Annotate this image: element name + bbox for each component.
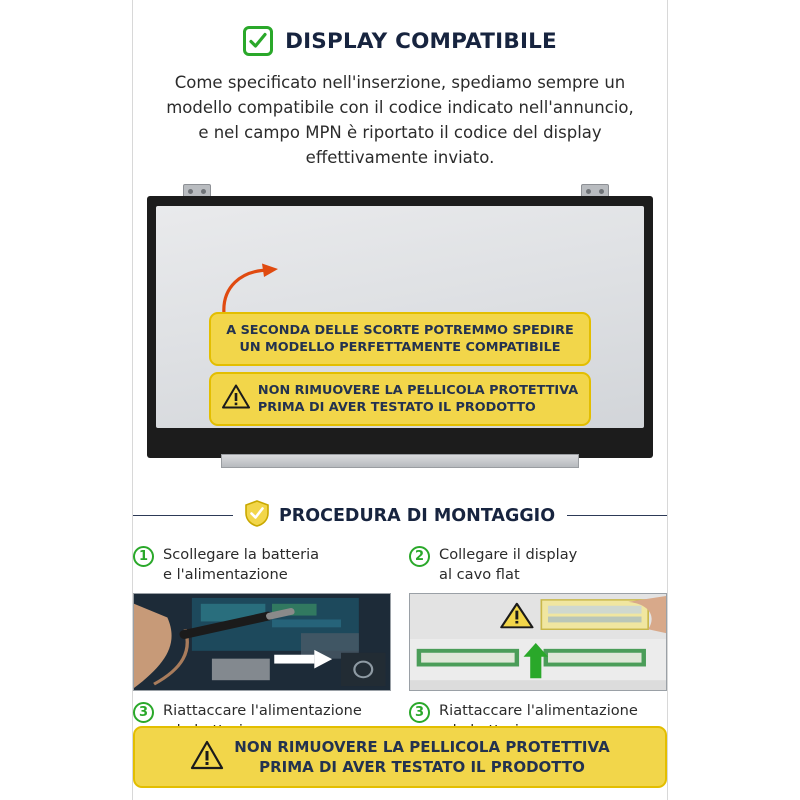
- panel-screen: [156, 206, 644, 428]
- procedure-steps: [133, 545, 667, 741]
- footer-warning-banner: [133, 726, 667, 788]
- step-1-line-2: e l'alimentazione: [163, 566, 288, 583]
- intro-line-3: e nel campo MPN è riportato il codice del display: [198, 123, 602, 142]
- divider-right: [567, 515, 667, 516]
- intro-line-1: Come specificato nell'inserzione, spediamo sempre un: [174, 73, 626, 92]
- content-column: [133, 0, 667, 800]
- divider-left: [133, 515, 233, 516]
- shield-icon: [245, 500, 269, 531]
- procedure-title-group: [245, 500, 555, 531]
- callout-film-line-2: PRIMA DI AVER TESTATO IL PRODOTTO: [257, 400, 536, 415]
- panel-bezel: [147, 196, 653, 458]
- step-2-line-1: Collegare il display: [439, 546, 578, 563]
- step-1-number: 1: [133, 546, 154, 567]
- intro-paragraph: [137, 70, 663, 170]
- procedure-title: PROCEDURA DI MONTAGGIO: [278, 505, 556, 526]
- footer-warning-line-1: NON RIMUOVERE LA PELLICOLA PROTETTIVA: [234, 738, 610, 756]
- footer-warning-line-2: PRIMA DI AVER TESTATO IL PRODOTTO: [259, 758, 585, 776]
- header: [133, 26, 667, 56]
- callout-stock-line-2: UN MODELLO PERFETTAMENTE COMPATIBILE: [239, 340, 561, 355]
- step-2-number: 2: [409, 546, 430, 567]
- step-3-right-line-1: Riattaccare l'alimentazione: [439, 702, 638, 719]
- motherboard-photo: [133, 593, 391, 691]
- step-1: [133, 545, 391, 585]
- warning-triangle-icon: [222, 384, 250, 414]
- step-3-left-line-1: Riattaccare l'alimentazione: [163, 702, 362, 719]
- procedure-column-right: [409, 545, 667, 741]
- panel-bottom-strip: [221, 454, 579, 468]
- warning-triangle-icon-footer: [190, 740, 224, 775]
- callout-stock-notice: [209, 312, 591, 366]
- callout-film-warning: [209, 372, 591, 426]
- procedure-column-left: [133, 545, 391, 741]
- step-3-right-number: 3: [409, 702, 430, 723]
- step-2-text: [439, 545, 577, 585]
- callout-film-line-1: NON RIMUOVERE LA PELLICOLA PROTETTIVA: [257, 383, 579, 398]
- procedure-section-header: [133, 500, 667, 531]
- page-title: DISPLAY COMPATIBILE: [285, 28, 557, 54]
- display-panel-illustration: [133, 184, 667, 484]
- step-3-left-number: 3: [133, 702, 154, 723]
- step-2-line-2: al cavo flat: [439, 566, 520, 583]
- callout-stock-line-1: A SECONDA DELLE SCORTE POTREMMO SPEDIRE: [226, 323, 574, 338]
- step-2: [409, 545, 667, 585]
- intro-line-2: modello compatibile con il codice indicato nell'annuncio,: [166, 98, 634, 117]
- right-margin-rule: [667, 0, 668, 800]
- check-box-icon: [243, 26, 273, 56]
- flat-cable-photo: [409, 593, 667, 691]
- intro-line-4: effettivamente inviato.: [305, 148, 495, 167]
- footer-warning-text: [234, 737, 609, 777]
- curved-arrow-icon: [218, 262, 284, 316]
- step-1-line-1: Scollegare la batteria: [163, 546, 320, 563]
- step-1-text: [163, 545, 319, 585]
- callout-film-text: [258, 382, 578, 416]
